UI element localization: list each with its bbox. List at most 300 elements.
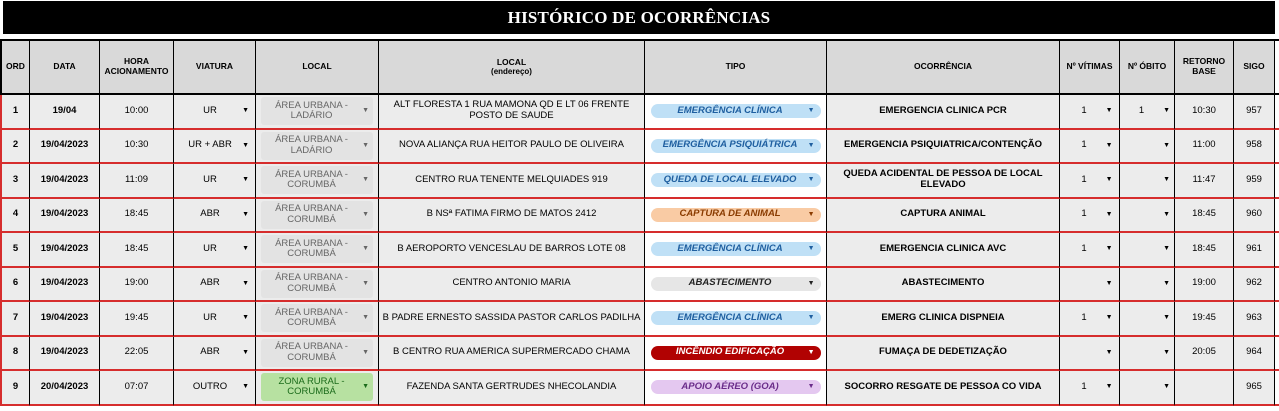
- tipo-dropdown[interactable]: [651, 208, 821, 222]
- ocorrencia-value: FUMAÇA DE DEDETIZAÇÃO: [879, 346, 1007, 358]
- vitimas-dropdown[interactable]: [1067, 209, 1113, 220]
- chevron-down-icon[interactable]: ▼: [1163, 176, 1170, 184]
- cell-tipo[interactable]: [645, 199, 827, 234]
- header-ocorrencia: [827, 39, 1060, 95]
- cell-local[interactable]: [256, 130, 379, 165]
- hora-value: 18:45: [124, 242, 149, 254]
- tipo-dropdown[interactable]: [651, 380, 821, 394]
- local-value: ÁREA URBANA - CORUMBÁ: [275, 168, 348, 191]
- vitimas-value: 1: [1081, 311, 1087, 323]
- chevron-down-icon[interactable]: ▼: [807, 107, 815, 115]
- tipo-value: EMERGÊNCIA CLÍNICA: [677, 311, 783, 323]
- header-endereco-label: LOCAL: [496, 56, 527, 67]
- retorno-value: 11:47: [1192, 173, 1216, 185]
- cell-ocorrencia[interactable]: [827, 302, 1060, 337]
- chevron-down-icon[interactable]: ▼: [1105, 383, 1113, 391]
- cell-sigo[interactable]: [1234, 199, 1275, 234]
- local-value: ÁREA URBANA - CORUMBÁ: [275, 272, 348, 294]
- chevron-down-icon[interactable]: ▼: [362, 348, 369, 356]
- date-value: 20/04/2023: [40, 380, 89, 392]
- endereco-value: CENTRO ANTONIO MARIA: [452, 277, 571, 289]
- ocorrencia-value: EMERGENCIA CLINICA PCR: [879, 104, 1007, 116]
- header-spacer: [1275, 39, 1279, 95]
- table-row: [0, 371, 1279, 406]
- retorno-value: 18:45: [1192, 208, 1216, 220]
- endereco-value: ALT FLORESTA 1 RUA MAMONA QD E LT 06 FRENTE POSTO DE SAUDE: [393, 99, 630, 122]
- cell-endereco[interactable]: [379, 130, 645, 165]
- cell-tipo[interactable]: [645, 130, 827, 165]
- ocorrencia-value: CAPTURA ANIMAL: [900, 208, 986, 220]
- cell-viatura[interactable]: [174, 199, 256, 234]
- vitimas-dropdown[interactable]: [1067, 280, 1113, 288]
- header-tipo: [645, 39, 827, 95]
- header-sigo: [1234, 39, 1275, 95]
- viatura-value: UR: [203, 311, 217, 323]
- cell-hora[interactable]: [100, 164, 174, 199]
- obito-dropdown[interactable]: [1124, 176, 1170, 184]
- viatura-dropdown[interactable]: [174, 140, 255, 151]
- obito-dropdown[interactable]: [1124, 280, 1170, 288]
- cell-obito[interactable]: [1120, 337, 1175, 372]
- header-local: [256, 39, 379, 95]
- cell-local[interactable]: [256, 337, 379, 372]
- chevron-down-icon[interactable]: ▼: [242, 314, 249, 322]
- chevron-down-icon[interactable]: ▼: [362, 107, 369, 115]
- viatura-dropdown[interactable]: [174, 209, 255, 220]
- chevron-down-icon[interactable]: ▼: [362, 383, 369, 391]
- cell-local[interactable]: [256, 268, 379, 303]
- header-tipo-label: TIPO: [725, 61, 746, 72]
- local-value: ÁREA URBANA - CORUMBÁ: [275, 237, 348, 260]
- tipo-value: EMERGÊNCIA CLÍNICA: [677, 242, 783, 254]
- tipo-dropdown[interactable]: [651, 242, 821, 256]
- viatura-value: OUTRO: [192, 380, 228, 392]
- chevron-down-icon[interactable]: ▼: [807, 279, 815, 287]
- tipo-value: APOIO AÉREO (GOA): [681, 380, 779, 392]
- table-row: [0, 302, 1279, 337]
- table-row: [0, 199, 1279, 234]
- chevron-down-icon[interactable]: ▼: [1105, 176, 1113, 184]
- hora-value: 10:30: [124, 139, 149, 151]
- cell-sigo[interactable]: [1234, 130, 1275, 165]
- cell-ord: [0, 268, 30, 303]
- vitimas-dropdown[interactable]: [1067, 349, 1113, 357]
- cell-viatura[interactable]: [174, 164, 256, 199]
- retorno-value: 11:00: [1192, 139, 1216, 151]
- hora-value: 19:45: [124, 311, 149, 323]
- cell-vitimas[interactable]: [1060, 233, 1120, 268]
- local-dropdown[interactable]: [261, 166, 373, 194]
- cell-ord: [0, 164, 30, 199]
- sigo-value: 958: [1246, 139, 1262, 151]
- cell-viatura[interactable]: [174, 371, 256, 406]
- cell-vitimas[interactable]: [1060, 130, 1120, 165]
- cell-vitimas[interactable]: [1060, 302, 1120, 337]
- cell-retorno[interactable]: [1175, 95, 1234, 130]
- header-sigo-label: SIGO: [1243, 61, 1265, 72]
- cell-ocorrencia[interactable]: [827, 371, 1060, 406]
- cell-tipo[interactable]: [645, 233, 827, 268]
- table-row: [0, 130, 1279, 165]
- cell-obito[interactable]: [1120, 302, 1175, 337]
- cell-ocorrencia[interactable]: [827, 233, 1060, 268]
- chevron-down-icon[interactable]: ▼: [1163, 141, 1170, 149]
- local-dropdown[interactable]: [261, 373, 373, 401]
- cell-data: [30, 337, 100, 372]
- sigo-value: 963: [1246, 311, 1262, 323]
- obito-value: 1: [1138, 104, 1145, 116]
- local-dropdown[interactable]: [261, 97, 373, 125]
- cell-vitimas[interactable]: [1060, 164, 1120, 199]
- cell-sigo[interactable]: [1234, 164, 1275, 199]
- cell-ocorrencia[interactable]: [827, 95, 1060, 130]
- chevron-down-icon[interactable]: ▼: [242, 245, 249, 253]
- date-value: 19/04/2023: [40, 346, 89, 358]
- cell-hora[interactable]: [100, 337, 174, 372]
- cell-sigo[interactable]: [1234, 337, 1275, 372]
- local-dropdown[interactable]: [261, 132, 373, 160]
- cell-endereco[interactable]: [379, 268, 645, 303]
- cell-sigo[interactable]: [1234, 302, 1275, 337]
- cell-local[interactable]: [256, 233, 379, 268]
- tipo-value: EMERGÊNCIA CLÍNICA: [677, 104, 783, 116]
- viatura-dropdown[interactable]: [174, 175, 255, 186]
- viatura-dropdown[interactable]: [174, 313, 255, 324]
- cell-endereco[interactable]: [379, 164, 645, 199]
- cell-obito[interactable]: [1120, 233, 1175, 268]
- cell-vitimas[interactable]: [1060, 268, 1120, 303]
- date-value: 19/04/2023: [40, 139, 89, 151]
- sigo-value: 959: [1246, 173, 1262, 185]
- ocorrencia-value: EMERGENCIA CLINICA AVC: [879, 242, 1007, 254]
- cell-local[interactable]: [256, 164, 379, 199]
- hora-value: 18:45: [124, 208, 149, 220]
- row-spacer: [1275, 164, 1279, 199]
- chevron-down-icon[interactable]: ▼: [807, 245, 815, 253]
- table-row: [0, 233, 1279, 268]
- ord-value: 5: [12, 242, 19, 254]
- retorno-value: 20:05: [1192, 346, 1216, 358]
- cell-ord: [0, 233, 30, 268]
- chevron-down-icon[interactable]: ▼: [362, 314, 369, 322]
- chevron-down-icon[interactable]: ▼: [362, 210, 369, 218]
- cell-obito[interactable]: [1120, 371, 1175, 406]
- cell-obito[interactable]: [1120, 199, 1175, 234]
- viatura-dropdown[interactable]: [174, 106, 255, 117]
- cell-endereco[interactable]: [379, 371, 645, 406]
- header-vitimas: [1060, 39, 1120, 95]
- local-dropdown[interactable]: [261, 235, 373, 263]
- cell-viatura[interactable]: [174, 302, 256, 337]
- row-spacer: [1275, 233, 1279, 268]
- cell-tipo[interactable]: [645, 371, 827, 406]
- hora-value: 11:09: [124, 173, 149, 185]
- row-spacer: [1275, 302, 1279, 337]
- cell-data: [30, 268, 100, 303]
- cell-data: [30, 164, 100, 199]
- local-dropdown[interactable]: [261, 270, 373, 298]
- sigo-value: 957: [1246, 104, 1262, 116]
- cell-endereco[interactable]: [379, 337, 645, 372]
- cell-ord: [0, 302, 30, 337]
- vitimas-value: 1: [1081, 242, 1087, 254]
- header-hora-label: HORA ACIONAMENTO: [104, 56, 169, 76]
- chevron-down-icon[interactable]: ▼: [807, 210, 815, 218]
- cell-retorno[interactable]: [1175, 130, 1234, 165]
- endereco-value: NOVA ALIANÇA RUA HEITOR PAULO DE OLIVEIRA: [399, 139, 624, 151]
- chevron-down-icon[interactable]: ▼: [1105, 141, 1113, 149]
- cell-tipo[interactable]: [645, 164, 827, 199]
- tipo-value: ABASTECIMENTO: [688, 277, 772, 289]
- cell-viatura[interactable]: [174, 130, 256, 165]
- sigo-value: 961: [1246, 242, 1262, 254]
- obito-dropdown[interactable]: [1124, 142, 1170, 150]
- chevron-down-icon[interactable]: ▼: [242, 107, 249, 115]
- tipo-dropdown[interactable]: [651, 139, 821, 153]
- chevron-down-icon[interactable]: ▼: [242, 210, 249, 218]
- chevron-down-icon[interactable]: ▼: [242, 141, 249, 149]
- viatura-dropdown[interactable]: [174, 382, 255, 393]
- chevron-down-icon[interactable]: ▼: [1163, 314, 1170, 322]
- chevron-down-icon[interactable]: ▼: [242, 348, 249, 356]
- local-dropdown[interactable]: [261, 201, 373, 229]
- cell-ord: [0, 371, 30, 406]
- viatura-value: ABR: [200, 208, 220, 220]
- cell-tipo[interactable]: [645, 95, 827, 130]
- tipo-dropdown[interactable]: [651, 346, 821, 360]
- cell-retorno[interactable]: [1175, 268, 1234, 303]
- header-endereco: [379, 39, 645, 95]
- obito-dropdown[interactable]: [1124, 106, 1170, 117]
- chevron-down-icon[interactable]: ▼: [1105, 210, 1113, 218]
- chevron-down-icon[interactable]: ▼: [1163, 107, 1170, 115]
- cell-ocorrencia[interactable]: [827, 337, 1060, 372]
- sigo-value: 960: [1246, 208, 1262, 220]
- ocorrencia-value: EMERG CLINICA DISPNEIA: [881, 311, 1005, 323]
- cell-data: [30, 130, 100, 165]
- cell-data: [30, 302, 100, 337]
- vitimas-dropdown[interactable]: [1067, 313, 1113, 324]
- chevron-down-icon[interactable]: ▼: [1105, 245, 1113, 253]
- chevron-down-icon[interactable]: ▼: [807, 314, 815, 322]
- cell-hora[interactable]: [100, 371, 174, 406]
- table-row: [0, 164, 1279, 199]
- cell-obito[interactable]: [1120, 95, 1175, 130]
- chevron-down-icon[interactable]: ▼: [1105, 107, 1113, 115]
- chevron-down-icon[interactable]: ▼: [1163, 210, 1170, 218]
- cell-sigo[interactable]: [1234, 233, 1275, 268]
- chevron-down-icon[interactable]: ▼: [1105, 348, 1113, 356]
- cell-retorno[interactable]: [1175, 199, 1234, 234]
- tipo-value: QUEDA DE LOCAL ELEVADO: [663, 173, 797, 185]
- retorno-value: 19:00: [1192, 277, 1216, 289]
- date-value: 19/04/2023: [40, 311, 89, 323]
- header-ord: [0, 39, 30, 95]
- cell-hora[interactable]: [100, 130, 174, 165]
- sigo-value: 964: [1246, 346, 1262, 358]
- cell-local[interactable]: [256, 95, 379, 130]
- ord-value: 3: [12, 173, 19, 185]
- table-body: [0, 95, 1279, 406]
- date-value: 19/04/2023: [40, 208, 89, 220]
- cell-vitimas[interactable]: [1060, 371, 1120, 406]
- cell-hora[interactable]: [100, 233, 174, 268]
- cell-ocorrencia[interactable]: [827, 268, 1060, 303]
- chevron-down-icon[interactable]: ▼: [362, 176, 369, 184]
- retorno-value: 18:45: [1192, 242, 1216, 254]
- chevron-down-icon[interactable]: ▼: [1105, 279, 1113, 287]
- chevron-down-icon[interactable]: ▼: [242, 383, 249, 391]
- cell-data: [30, 371, 100, 406]
- endereco-value: B CENTRO RUA AMERICA SUPERMERCADO CHAMA: [392, 346, 630, 358]
- ord-value: 1: [12, 104, 19, 116]
- chevron-down-icon[interactable]: ▼: [362, 141, 369, 149]
- vitimas-dropdown[interactable]: [1067, 140, 1113, 151]
- header-hora: [100, 39, 174, 95]
- chevron-down-icon[interactable]: ▼: [1163, 348, 1170, 356]
- row-spacer: [1275, 199, 1279, 234]
- local-value: ÁREA URBANA - LADÁRIO: [275, 99, 348, 122]
- tipo-dropdown[interactable]: [651, 104, 821, 118]
- cell-hora[interactable]: [100, 199, 174, 234]
- cell-retorno[interactable]: [1175, 337, 1234, 372]
- cell-ord: [0, 199, 30, 234]
- vitimas-dropdown[interactable]: [1067, 175, 1113, 186]
- cell-hora[interactable]: [100, 95, 174, 130]
- vitimas-dropdown[interactable]: [1067, 244, 1113, 255]
- chevron-down-icon[interactable]: ▼: [807, 176, 815, 184]
- cell-vitimas[interactable]: [1060, 337, 1120, 372]
- cell-viatura[interactable]: [174, 233, 256, 268]
- header-data: [30, 39, 100, 95]
- tipo-value: EMERGÊNCIA PSIQUIÁTRICA: [662, 139, 798, 151]
- cell-sigo[interactable]: [1234, 371, 1275, 406]
- cell-retorno[interactable]: [1175, 233, 1234, 268]
- ord-value: 9: [12, 380, 19, 392]
- header-obito-label: Nº ÓBITO: [1127, 61, 1167, 72]
- endereco-value: B NSª FATIMA FIRMO DE MATOS 2412: [426, 208, 597, 220]
- cell-obito[interactable]: [1120, 164, 1175, 199]
- endereco-value: B PADRE ERNESTO SASSIDA PASTOR CARLOS PADILHA: [382, 311, 641, 323]
- date-value: 19/04/2023: [40, 277, 89, 289]
- vitimas-dropdown[interactable]: [1067, 382, 1113, 393]
- chevron-down-icon[interactable]: ▼: [807, 141, 815, 149]
- cell-sigo[interactable]: [1234, 95, 1275, 130]
- chevron-down-icon[interactable]: ▼: [362, 245, 369, 253]
- obito-dropdown[interactable]: [1124, 314, 1170, 322]
- viatura-value: ABR: [200, 346, 220, 358]
- cell-viatura[interactable]: [174, 337, 256, 372]
- cell-ocorrencia[interactable]: [827, 164, 1060, 199]
- table-row: [0, 337, 1279, 372]
- chevron-down-icon[interactable]: ▼: [807, 348, 815, 356]
- cell-local[interactable]: [256, 302, 379, 337]
- tipo-value: INCÊNDIO EDIFICAÇÃO: [675, 346, 785, 358]
- chevron-down-icon[interactable]: ▼: [807, 383, 815, 391]
- chevron-down-icon[interactable]: ▼: [1163, 279, 1170, 287]
- table-row: [0, 95, 1279, 130]
- cell-ocorrencia[interactable]: [827, 130, 1060, 165]
- cell-viatura[interactable]: [174, 268, 256, 303]
- cell-retorno[interactable]: [1175, 371, 1234, 406]
- occurrences-table: [0, 39, 1279, 406]
- header-vitimas-label: Nº VÍTIMAS: [1066, 61, 1113, 72]
- obito-dropdown[interactable]: [1124, 383, 1170, 391]
- row-spacer: [1275, 268, 1279, 303]
- tipo-dropdown[interactable]: [651, 173, 821, 187]
- cell-local[interactable]: [256, 371, 379, 406]
- row-spacer: [1275, 371, 1279, 406]
- cell-endereco[interactable]: [379, 233, 645, 268]
- endereco-value: CENTRO RUA TENENTE MELQUIADES 919: [415, 173, 608, 185]
- cell-tipo[interactable]: [645, 337, 827, 372]
- obito-dropdown[interactable]: [1124, 245, 1170, 253]
- cell-obito[interactable]: [1120, 130, 1175, 165]
- cell-endereco[interactable]: [379, 95, 645, 130]
- viatura-dropdown[interactable]: [174, 244, 255, 255]
- cell-retorno[interactable]: [1175, 302, 1234, 337]
- vitimas-value: 1: [1081, 104, 1087, 116]
- ocorrencia-value: SOCORRO RESGATE DE PESSOA CO VIDA: [844, 380, 1042, 392]
- tipo-dropdown[interactable]: [651, 277, 821, 291]
- ord-value: 4: [12, 208, 19, 220]
- cell-hora[interactable]: [100, 268, 174, 303]
- tipo-dropdown[interactable]: [651, 311, 821, 325]
- cell-local[interactable]: [256, 199, 379, 234]
- header-ord-label: ORD: [6, 61, 25, 72]
- cell-retorno[interactable]: [1175, 164, 1234, 199]
- cell-obito[interactable]: [1120, 268, 1175, 303]
- cell-endereco[interactable]: [379, 302, 645, 337]
- row-spacer: [1275, 95, 1279, 130]
- obito-dropdown[interactable]: [1124, 211, 1170, 219]
- chevron-down-icon[interactable]: ▼: [1163, 245, 1170, 253]
- date-value: 19/04/2023: [40, 242, 89, 254]
- vitimas-dropdown[interactable]: [1067, 106, 1113, 117]
- vitimas-value: 1: [1081, 208, 1087, 220]
- viatura-dropdown[interactable]: [174, 278, 255, 289]
- obito-dropdown[interactable]: [1124, 349, 1170, 357]
- local-value: ÁREA URBANA - CORUMBÁ: [275, 341, 348, 363]
- cell-data: [30, 199, 100, 234]
- cell-ocorrencia[interactable]: [827, 199, 1060, 234]
- cell-endereco[interactable]: [379, 199, 645, 234]
- tipo-value: CAPTURA DE ANIMAL: [679, 208, 781, 220]
- local-dropdown[interactable]: [261, 304, 373, 332]
- retorno-value: 10:30: [1192, 104, 1216, 116]
- cell-tipo[interactable]: [645, 302, 827, 337]
- chevron-down-icon[interactable]: ▼: [242, 176, 249, 184]
- cell-viatura[interactable]: [174, 95, 256, 130]
- ocorrencia-value: QUEDA ACIDENTAL DE PESSOA DE LOCAL ELEVADO: [843, 168, 1043, 191]
- viatura-dropdown[interactable]: [174, 347, 255, 358]
- cell-hora[interactable]: [100, 302, 174, 337]
- cell-tipo[interactable]: [645, 268, 827, 303]
- chevron-down-icon[interactable]: ▼: [1163, 383, 1170, 391]
- cell-vitimas[interactable]: [1060, 95, 1120, 130]
- viatura-value: UR: [203, 242, 217, 254]
- cell-vitimas[interactable]: [1060, 199, 1120, 234]
- local-dropdown[interactable]: [261, 339, 373, 367]
- header-endereco-sublabel: (endereço): [491, 67, 532, 77]
- date-value: 19/04/2023: [40, 173, 89, 185]
- chevron-down-icon[interactable]: ▼: [362, 279, 369, 287]
- cell-sigo[interactable]: [1234, 268, 1275, 303]
- ord-value: 8: [12, 346, 19, 358]
- ord-value: 2: [12, 139, 19, 151]
- chevron-down-icon[interactable]: ▼: [1105, 314, 1113, 322]
- chevron-down-icon[interactable]: ▼: [242, 279, 249, 287]
